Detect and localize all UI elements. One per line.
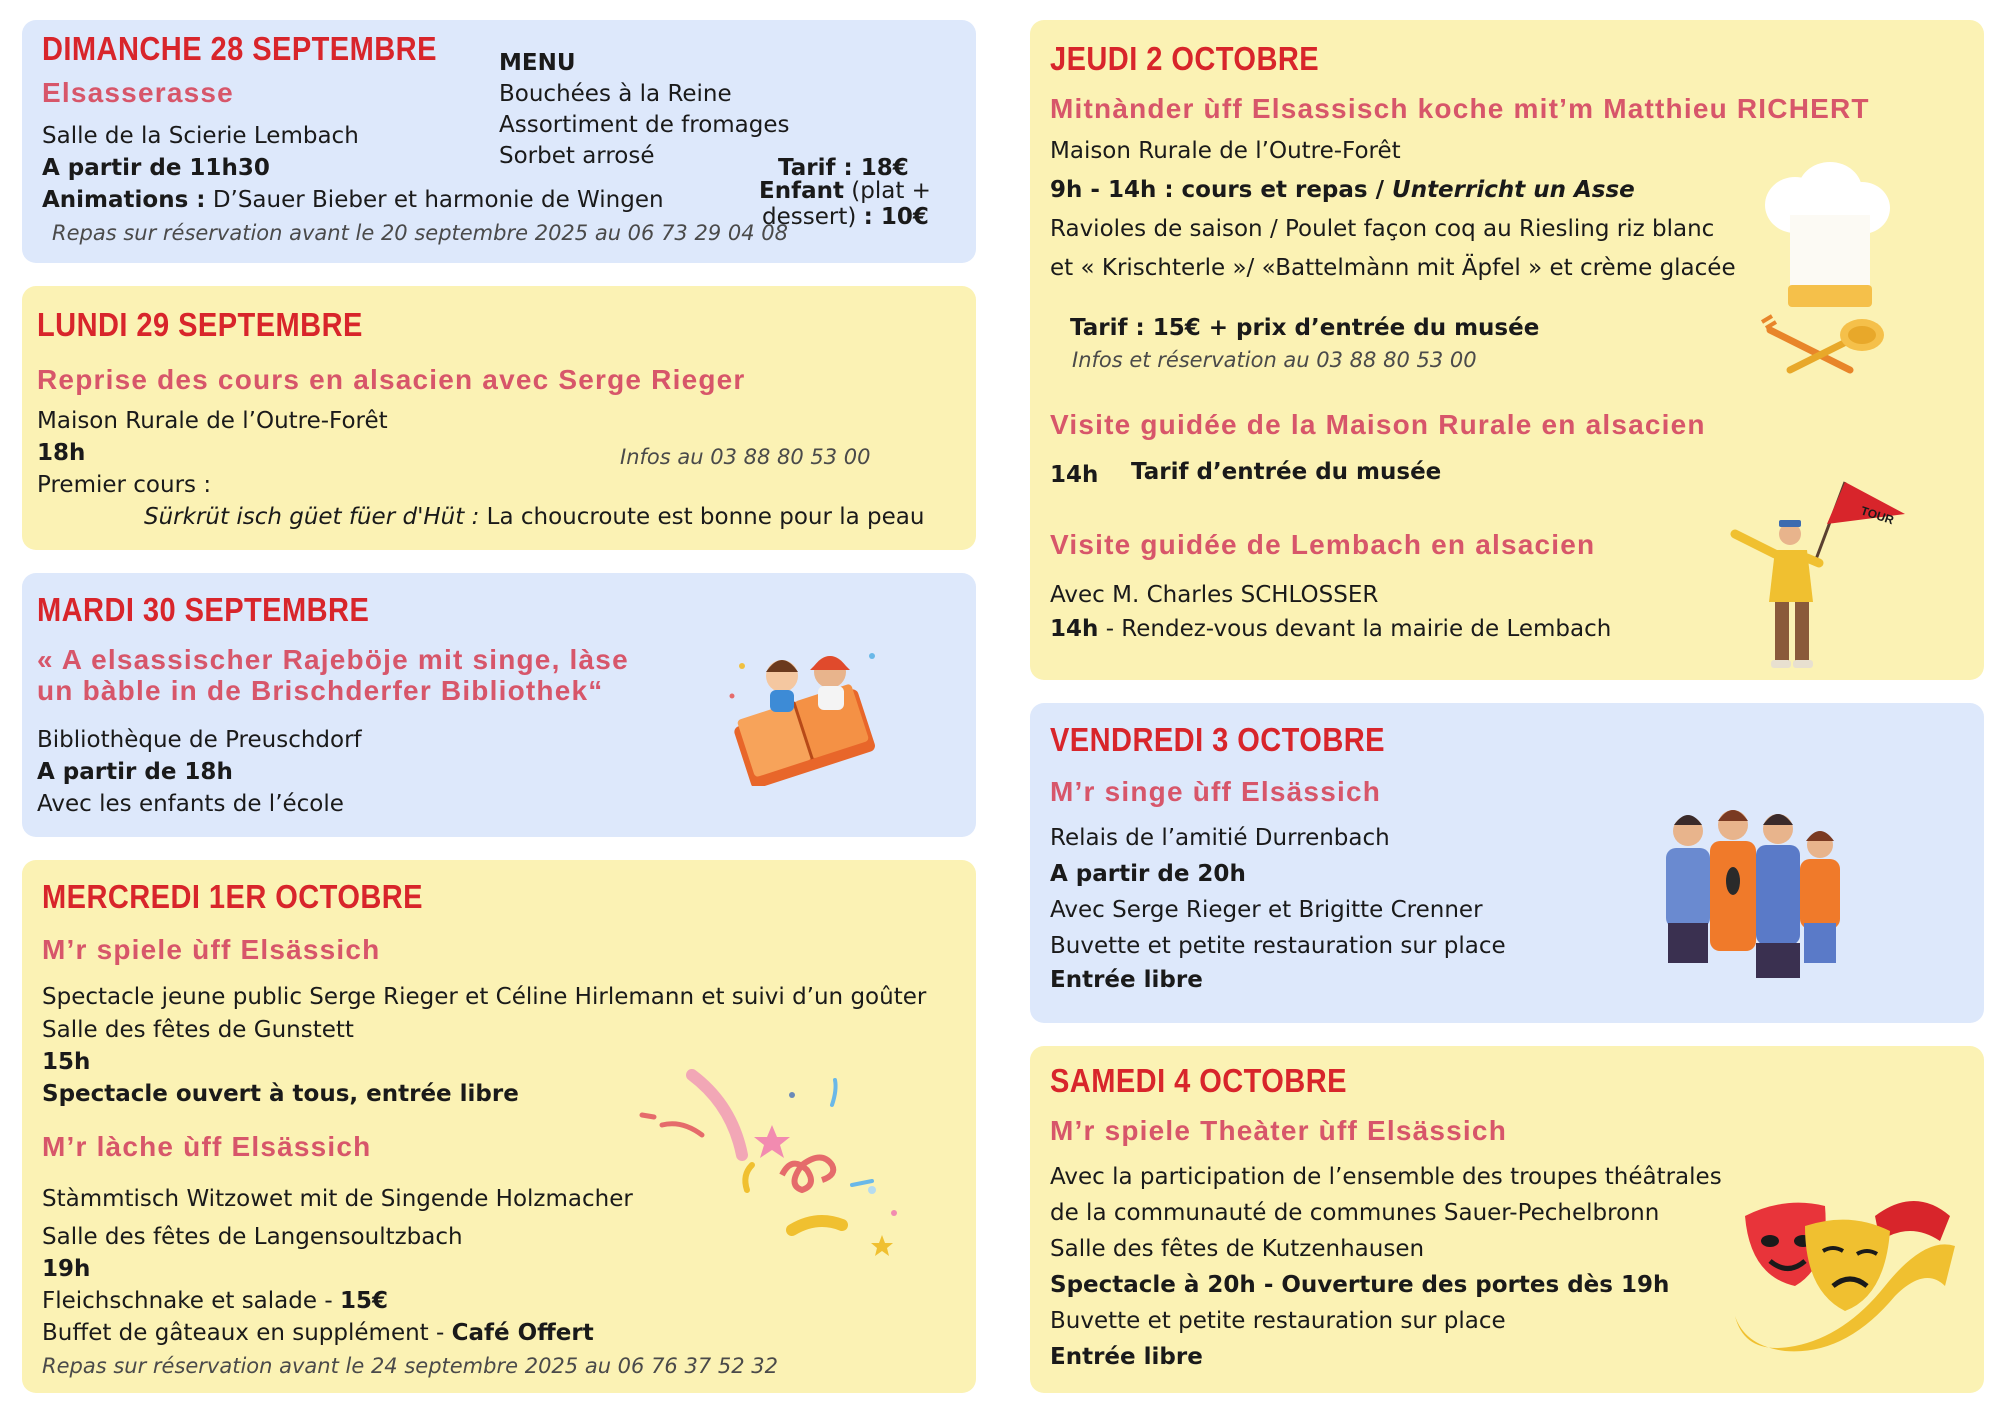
day-heading: DIMANCHE 28 SEPTEMBRE	[42, 30, 437, 67]
event-desc-2: de la communauté de communes Sauer-Pechelbronn	[1050, 1200, 1660, 1226]
event-desc-1: Spectacle jeune public Serge Rieger et Céline Hirlemann et suivi d’un goûter	[42, 984, 927, 1010]
event-with: Avec les enfants de l’école	[37, 791, 344, 817]
event-place: Salle des fêtes de Kutzenhausen	[1050, 1236, 1425, 1262]
event-with: Avec Serge Rieger et Brigitte Crenner	[1050, 897, 1483, 923]
quote-french: La choucroute est bonne pour la peau	[486, 504, 925, 530]
event-buffet	[42, 1318, 594, 1348]
event-desc-1: Avec la participation de l’ensemble des troupes théâtrales	[1050, 1164, 1722, 1190]
day-heading: JEUDI 2 OCTOBRE	[1050, 40, 1320, 77]
flag-text: TOUR	[1859, 503, 1896, 528]
chef-hat-illustration	[1750, 160, 1900, 380]
event-title: M’r spiele Theàter ùff Elsässich	[1050, 1115, 1507, 1146]
event-tarif-2: Tarif d’entrée du musée	[1131, 459, 1442, 485]
day-heading: SAMEDI 4 OCTOBRE	[1050, 1062, 1347, 1099]
event-title-1: M’r spiele ùff Elsässich	[42, 934, 381, 965]
first-course-quote	[144, 502, 924, 532]
event-time: Spectacle à 20h - Ouverture des portes dès 19h	[1050, 1272, 1670, 1298]
event-place: Bibliothèque de Preuschdorf	[37, 727, 362, 753]
event-title: Elsasserasse	[42, 77, 234, 108]
card-mardi	[22, 573, 976, 837]
event-time: A partir de 11h30	[42, 155, 270, 181]
event-entry: Entrée libre	[1050, 967, 1203, 993]
event-place: Relais de l’amitié Durrenbach	[1050, 825, 1390, 851]
event-time: 18h	[37, 440, 86, 466]
card-jeudi	[1030, 20, 1984, 680]
day-heading: MERCREDI 1ER OCTOBRE	[42, 878, 423, 915]
menu-line-2: et « Krischterle »/ «Battelmànn mit Äpfel » et crème glacée	[1050, 255, 1736, 281]
time-bold: 9h - 14h : cours et repas /	[1050, 177, 1393, 203]
first-course-label: Premier cours :	[37, 472, 212, 498]
food-text: Fleichschnake et salade -	[42, 1288, 340, 1314]
event-time-2: 19h	[42, 1256, 91, 1282]
confetti-illustration	[632, 1065, 922, 1265]
reservation-note: Repas sur réservation avant le 20 septembre 2025 au 06 73 29 04 08	[52, 221, 788, 245]
event-buvette: Buvette et petite restauration sur place	[1050, 1308, 1506, 1334]
book-kids-illustration	[712, 636, 902, 786]
card-vendredi	[1030, 703, 1984, 1023]
event-time: A partir de 18h	[37, 759, 233, 785]
event-place-1: Maison Rurale de l’Outre-Forêt	[1050, 138, 1401, 164]
reservation-note: Repas sur réservation avant le 24 septembre 2025 au 06 76 37 52 32	[42, 1354, 778, 1378]
event-buvette: Buvette et petite restauration sur place	[1050, 933, 1506, 959]
menu-title: MENU	[499, 50, 576, 76]
event-title: M’r singe ùff Elsässich	[1050, 776, 1382, 807]
event-animations	[42, 185, 664, 215]
buffet-text: Buffet de gâteaux en supplément -	[42, 1320, 452, 1346]
reservation-info: Infos et réservation au 03 88 80 53 00	[1072, 348, 1477, 372]
event-place-1: Salle des fêtes de Gunstett	[42, 1017, 354, 1043]
event-time-3	[1050, 614, 1611, 644]
day-heading: VENDREDI 3 OCTOBRE	[1050, 721, 1385, 758]
time3-bold: 14h	[1050, 616, 1099, 642]
rdv-text: - Rendez-vous devant la mairie de Lembach	[1098, 616, 1612, 642]
event-time-1	[1050, 175, 1635, 205]
event-tarif: Tarif : 15€ + prix d’entrée du musée	[1070, 315, 1540, 341]
buffet-offer: Café Offert	[451, 1320, 594, 1346]
event-food	[42, 1286, 388, 1316]
event-title-2: M’r làche ùff Elsässich	[42, 1131, 372, 1162]
card-dimanche	[22, 20, 976, 263]
child-paren: (plat +	[851, 178, 931, 204]
tarif-child-2	[762, 204, 929, 231]
event-place-2: Salle des fêtes de Langensoultzbach	[42, 1224, 463, 1250]
event-place: Salle de la Scierie Lembach	[42, 123, 359, 149]
event-place: Maison Rurale de l’Outre-Forêt	[37, 408, 388, 434]
menu-item: Assortiment de fromages	[499, 112, 790, 138]
event-title-3: Visite guidée de Lembach en alsacien	[1050, 529, 1596, 560]
animations-text: D’Sauer Bieber et harmonie de Wingen	[212, 187, 664, 213]
event-time-2: 14h	[1050, 462, 1099, 488]
quote-alsatian: Sürkrüt isch güet füer d'Hüt :	[144, 504, 480, 530]
event-desc-2: Stàmmtisch Witzowet mit de Singende Holzmacher	[42, 1186, 633, 1212]
event-with-3: Avec M. Charles SCHLOSSER	[1050, 582, 1379, 608]
event-entry: Entrée libre	[1050, 1344, 1203, 1370]
day-heading: LUNDI 29 SEPTEMBRE	[37, 306, 363, 343]
time-alsatian: Unterricht un Asse	[1392, 177, 1635, 203]
theater-masks-illustration	[1725, 1196, 1955, 1361]
child-label: Enfant	[759, 178, 844, 204]
menu-item: Bouchées à la Reine	[499, 81, 732, 107]
event-open-1: Spectacle ouvert à tous, entrée libre	[42, 1081, 519, 1107]
card-samedi	[1030, 1046, 1984, 1393]
child-paren-2: dessert)	[762, 204, 857, 230]
tarif-child	[759, 178, 931, 205]
menu-line-1: Ravioles de saison / Poulet façon coq au Riesling riz blanc	[1050, 216, 1715, 242]
animations-label: Animations :	[42, 187, 206, 213]
event-time: A partir de 20h	[1050, 861, 1246, 887]
card-lundi	[22, 286, 976, 550]
event-title-1: Mitnànder ùff Elsassisch koche mit’m Matthieu RICHERT	[1050, 93, 1870, 124]
event-title-line2: un bàble in de Brischderfer Bibliothek“	[37, 675, 604, 706]
event-title: Reprise des cours en alsacien avec Serge Rieger	[37, 364, 746, 395]
singing-group-illustration	[1638, 803, 1868, 983]
tarif-adult: Tarif : 18€	[778, 155, 909, 181]
event-title-line1: « A elsassischer Rajeböje mit singe, làse	[37, 644, 629, 675]
info-phone: Infos au 03 88 80 53 00	[620, 445, 871, 469]
child-price: : 10€	[863, 204, 929, 230]
tour-guide-illustration	[1695, 472, 1905, 680]
day-heading: MARDI 30 SEPTEMBRE	[37, 591, 370, 628]
card-mercredi	[22, 860, 976, 1393]
event-title-2: Visite guidée de la Maison Rurale en alsacien	[1050, 409, 1706, 440]
menu-item: Sorbet arrosé	[499, 143, 655, 169]
event-time-1: 15h	[42, 1049, 91, 1075]
food-price: 15€	[339, 1288, 388, 1314]
